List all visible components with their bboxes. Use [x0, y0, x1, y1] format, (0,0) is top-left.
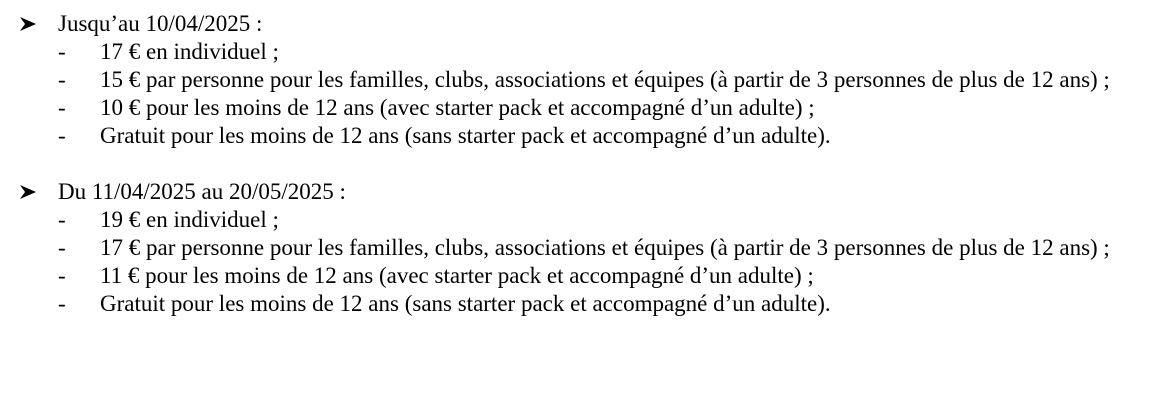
section-until-10-04 — [0, 10, 1174, 150]
section-11-04-to-20-05 — [0, 178, 1174, 318]
list-item — [0, 38, 1124, 66]
list-item-text: Gratuit pour les moins de 12 ans (sans starter pack et accompagné d’un adulte). — [100, 291, 831, 316]
dash-bullet: - — [58, 67, 66, 92]
dash-bullet: - — [58, 263, 66, 288]
list-item-text: 15 € par personne pour les familles, clubs, associations et équipes (à partir de 3 personnes de plus de 12 ans) ; — [100, 67, 1110, 92]
list-item-text: 17 € par personne pour les familles, clubs, associations et équipes (à partir de 3 personnes de plus de 12 ans) ; — [100, 235, 1110, 260]
list-item-text: 17 € en individuel ; — [100, 39, 279, 64]
section-heading-row — [0, 178, 1174, 206]
dash-bullet: - — [58, 39, 66, 64]
dash-bullet: - — [58, 291, 66, 316]
list-item — [0, 234, 1124, 262]
section-heading-row — [0, 10, 1174, 38]
list-item — [0, 262, 1124, 290]
price-list — [0, 38, 1174, 150]
dash-bullet: - — [58, 235, 66, 260]
list-item-text: 19 € en individuel ; — [100, 207, 279, 232]
list-item — [0, 290, 1124, 318]
list-item — [0, 66, 1124, 94]
dash-bullet: - — [58, 207, 66, 232]
list-item-text: Gratuit pour les moins de 12 ans (sans starter pack et accompagné d’un adulte). — [100, 123, 831, 148]
list-item — [0, 122, 1124, 150]
list-item — [0, 206, 1124, 234]
arrowhead-bullet-icon — [20, 185, 36, 199]
dash-bullet: - — [58, 123, 66, 148]
dash-bullet: - — [58, 95, 66, 120]
list-item-text: 10 € pour les moins de 12 ans (avec starter pack et accompagné d’un adulte) ; — [100, 95, 815, 120]
section-heading: Du 11/04/2025 au 20/05/2025 : — [58, 179, 346, 204]
list-item-text: 11 € pour les moins de 12 ans (avec starter pack et accompagné d’un adulte) ; — [100, 263, 814, 288]
arrowhead-bullet-icon — [20, 17, 36, 31]
list-item — [0, 94, 1124, 122]
section-heading: Jusqu’au 10/04/2025 : — [58, 11, 263, 36]
price-list — [0, 206, 1174, 318]
